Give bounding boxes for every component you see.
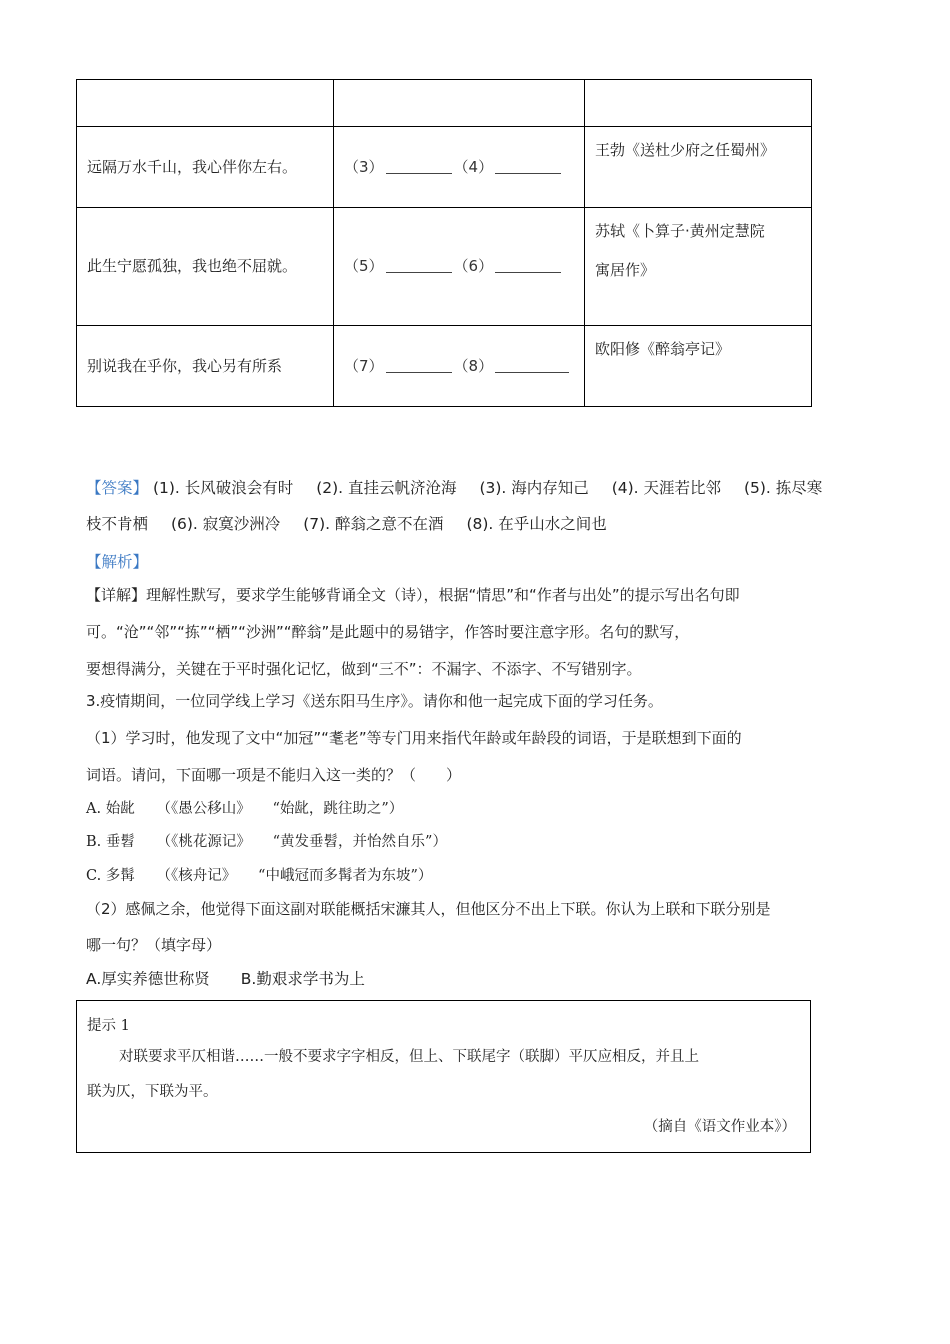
- answer-item: (6). 寂寞沙洲冷: [170, 515, 281, 533]
- blank-label: （7）: [344, 356, 384, 375]
- answer-item: (1). 长风破浪会有时: [152, 479, 294, 497]
- source-line: 苏轼《卜算子·黄州定慧院: [595, 222, 765, 240]
- question-2-text: 哪一句？（填字母）: [86, 936, 222, 954]
- table-cell: [77, 80, 334, 127]
- answer-blank: [386, 256, 452, 273]
- feeling-cell: 此生宁愿孤独，我也绝不屈就。: [77, 208, 334, 326]
- blank-label: （3）: [344, 157, 384, 176]
- question-3-stem: 3.疫情期间，一位同学线上学习《送东阳马生序》。请你和他一起完成下面的学习任务。: [86, 692, 663, 710]
- question-1-text: 词语。请问，下面哪一项是不能归入这一类的？（ ）: [86, 766, 462, 784]
- answer-blank: [386, 157, 452, 174]
- poem-table: [76, 79, 812, 407]
- couplet-options: A.厚实养德世称贤 B.勤艰求学书为上: [86, 970, 365, 988]
- source-cell: [585, 208, 812, 326]
- blank-label: （4）: [453, 157, 494, 176]
- detail-line: 【详解】理解性默写，要求学生能够背诵全文（诗），根据“情思”和“作者与出处”的提示写出名句即: [86, 586, 740, 604]
- answer-line-2: [86, 506, 876, 542]
- answer-line-1: [86, 470, 876, 506]
- table-row: [77, 127, 812, 208]
- blank-cell: [334, 208, 585, 326]
- option-c: C. 多髯 （《核舟记》 “中峨冠而多髯者为东坡”）: [86, 868, 433, 884]
- table-row: [77, 80, 812, 127]
- table-cell: [334, 80, 585, 127]
- answer-blank: [495, 256, 561, 273]
- source-cell: 欧阳修《醉翁亭记》: [585, 326, 812, 407]
- answer-item: (7). 醉翁之意不在酒: [303, 515, 444, 533]
- table-row: [77, 208, 812, 326]
- answer-item: (5). 拣尽寒: [743, 479, 823, 497]
- blank-label: （8）: [453, 356, 494, 375]
- hint-title: 提示 1: [87, 1018, 130, 1034]
- hint-text: 联为仄，下联为平。: [87, 1084, 218, 1100]
- answer-item: (8). 在乎山水之间也: [466, 515, 607, 533]
- blank-cell: [334, 326, 585, 407]
- source-cell: 王勃《送杜少府之任蜀州》: [585, 127, 812, 208]
- question-1-text: （1）学习时，他发现了文中“加冠”“耄老”等专门用来指代年龄或年龄段的词语，于是联想到下面的: [86, 729, 742, 747]
- hint-box: [76, 1000, 811, 1153]
- table-cell: [585, 80, 812, 127]
- feeling-cell: 别说我在乎你，我心另有所系: [77, 326, 334, 407]
- answer-blank: [495, 356, 569, 373]
- answer-item: (3). 海内存知己: [479, 479, 589, 497]
- answer-blank: [495, 157, 561, 174]
- blank-label: （5）: [344, 257, 384, 275]
- answer-block: [86, 470, 876, 542]
- detail-line: 可。“沧”“邻”“拣”“栖”“沙洲”“醉翁”是此题中的易错字，作答时要注意字形。名句的默写，: [86, 623, 690, 641]
- detail-line: 要想得满分，关键在于平时强化记忆，做到“三不”：不漏字、不添字、不写错别字。: [86, 660, 642, 678]
- blank-cell: [334, 127, 585, 208]
- feeling-cell: 远隔万水千山，我心伴你左右。: [77, 127, 334, 208]
- question-2-text: （2）感佩之余，他觉得下面这副对联能概括宋濂其人，但他区分不出上下联。你认为上联和下联分别是: [86, 900, 771, 918]
- answer-item: 枝不肯栖: [86, 515, 149, 533]
- blank-label: （6）: [453, 257, 494, 275]
- answer-blank: [386, 356, 452, 373]
- table-row: [77, 326, 812, 407]
- answer-item: (4). 天涯若比邻: [611, 479, 722, 497]
- option-a: A. 始龀 （《愚公移山》 “始龀，跳往助之”）: [86, 801, 404, 817]
- option-b: B. 垂髫 （《桃花源记》 “黄发垂髫，并怡然自乐”）: [86, 834, 447, 850]
- analysis-tag: 【解析】: [86, 553, 149, 571]
- hint-source: （摘自《语文作业本》）: [643, 1119, 796, 1135]
- source-line: 寓居作》: [595, 261, 656, 279]
- answer-item: (2). 直挂云帆济沧海: [316, 479, 457, 497]
- hint-text: 对联要求平仄相谐……一般不要求字字相反，但上、下联尾字（联脚）平仄应相反，并且上: [119, 1049, 699, 1065]
- answer-tag: 【答案】: [86, 479, 149, 497]
